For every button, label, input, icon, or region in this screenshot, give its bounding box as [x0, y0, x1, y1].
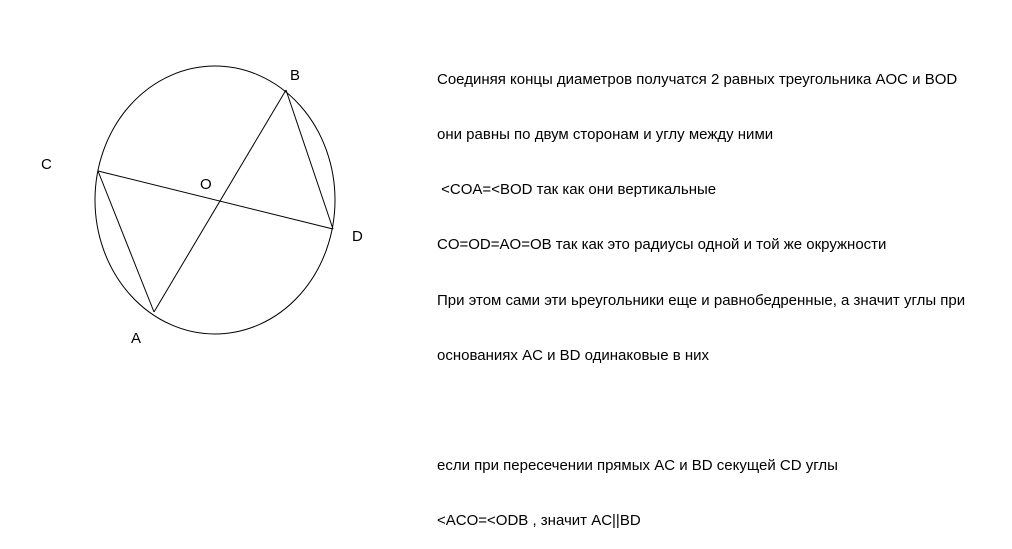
text-line: <ACO=<ODB , значит AC||BD [437, 512, 641, 530]
text-line-blank [437, 402, 1007, 420]
text-line: Соединяя концы диаметров получатся 2 равных треугольника AOC и BOD [437, 70, 958, 88]
point-label-b: B [290, 67, 301, 84]
point-label-d: D [352, 228, 363, 245]
chord-ac [98, 171, 154, 312]
point-label-c: C [41, 156, 52, 173]
text-line: основаниях AC и BD одинаковые в них [437, 346, 710, 364]
text-line: При этом сами эти ьреугольники еще и равнобедренные, а значит углы при [437, 291, 966, 309]
explanation-text [437, 34, 1007, 549]
point-label-a: A [131, 330, 142, 347]
text-line: <COA=<BOD так как они вертикальные [437, 181, 717, 199]
text-line: CO=OD=AO=OB так как это радиусы одной и той же окружности [437, 236, 887, 254]
chord-bd [286, 90, 333, 229]
point-label-o: O [200, 176, 212, 193]
text-line: они равны по двум сторонам и углу между ними [437, 126, 774, 144]
text-line: если при пересечении прямых AC и BD секущей CD углы [437, 457, 838, 475]
diameter-cd [98, 171, 333, 229]
